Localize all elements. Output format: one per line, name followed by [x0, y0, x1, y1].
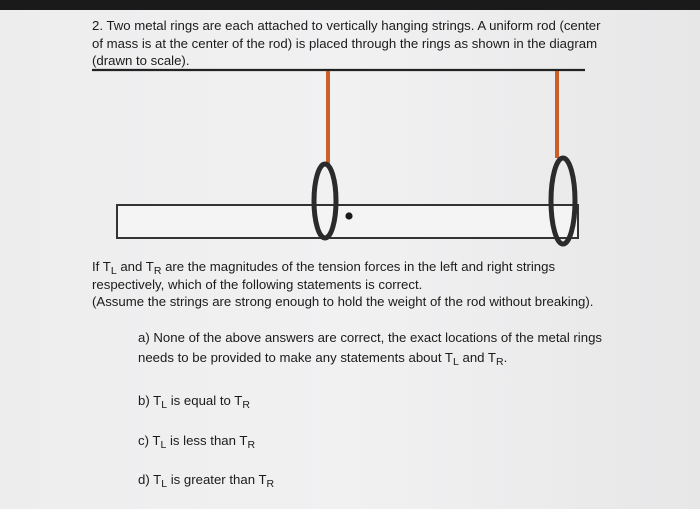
- option-d-label: d) T: [138, 472, 162, 487]
- prompt-line-2: respectively, which of the following statements is correct.: [92, 277, 423, 292]
- option-c: [138, 432, 255, 451]
- option-a-period: .: [503, 350, 508, 365]
- prompt-t-right: and T: [116, 259, 154, 274]
- option-a-text: needs to be provided to make any statements about T: [138, 350, 453, 365]
- option-c-label: c) T: [138, 433, 161, 448]
- option-b-sub-l: L: [161, 399, 168, 411]
- option-b: [138, 392, 250, 411]
- option-a-sub-r: R: [496, 356, 504, 368]
- question-text-1: Two metal rings are each attached to vertically hanging strings. A uniform rod (center: [106, 18, 601, 33]
- option-a-line-2: [138, 349, 507, 368]
- question-line-2: of mass is at the center of the rod) is placed through the rings as shown in the diagram: [92, 36, 598, 51]
- option-a-sub-l: L: [453, 356, 459, 368]
- prompt-line-3: (Assume the strings are strong enough to hold the weight of the rod without breaking).: [92, 294, 594, 309]
- option-c-sub-l: L: [160, 439, 167, 451]
- option-b-text: is equal to T: [167, 393, 243, 408]
- question-line-3: (drawn to scale).: [92, 53, 190, 68]
- option-c-text: is less than T: [166, 433, 248, 448]
- prompt-line-1-rest: are the magnitudes of the tension forces in the left and right strings: [161, 259, 556, 274]
- prompt-line-1: [92, 258, 555, 277]
- prompt-sub-r: R: [153, 265, 162, 277]
- option-c-sub-r: R: [247, 439, 256, 451]
- prompt-t-left: If T: [92, 259, 111, 274]
- option-d: [138, 471, 274, 490]
- question-number: 2.: [92, 18, 103, 33]
- option-a-line-1: a) None of the above answers are correct, the exact locations of the metal rings: [138, 330, 603, 345]
- option-b-sub-r: R: [242, 399, 250, 411]
- option-d-sub-l: L: [161, 478, 168, 490]
- option-b-label: b) T: [138, 393, 162, 408]
- uniform-rod: [117, 205, 578, 238]
- option-d-text: is greater than T: [167, 472, 267, 487]
- option-d-sub-r: R: [266, 478, 275, 490]
- option-a-and: and T: [458, 350, 496, 365]
- rod-center-of-mass-dot: [345, 212, 352, 219]
- prompt-sub-l: L: [110, 265, 117, 277]
